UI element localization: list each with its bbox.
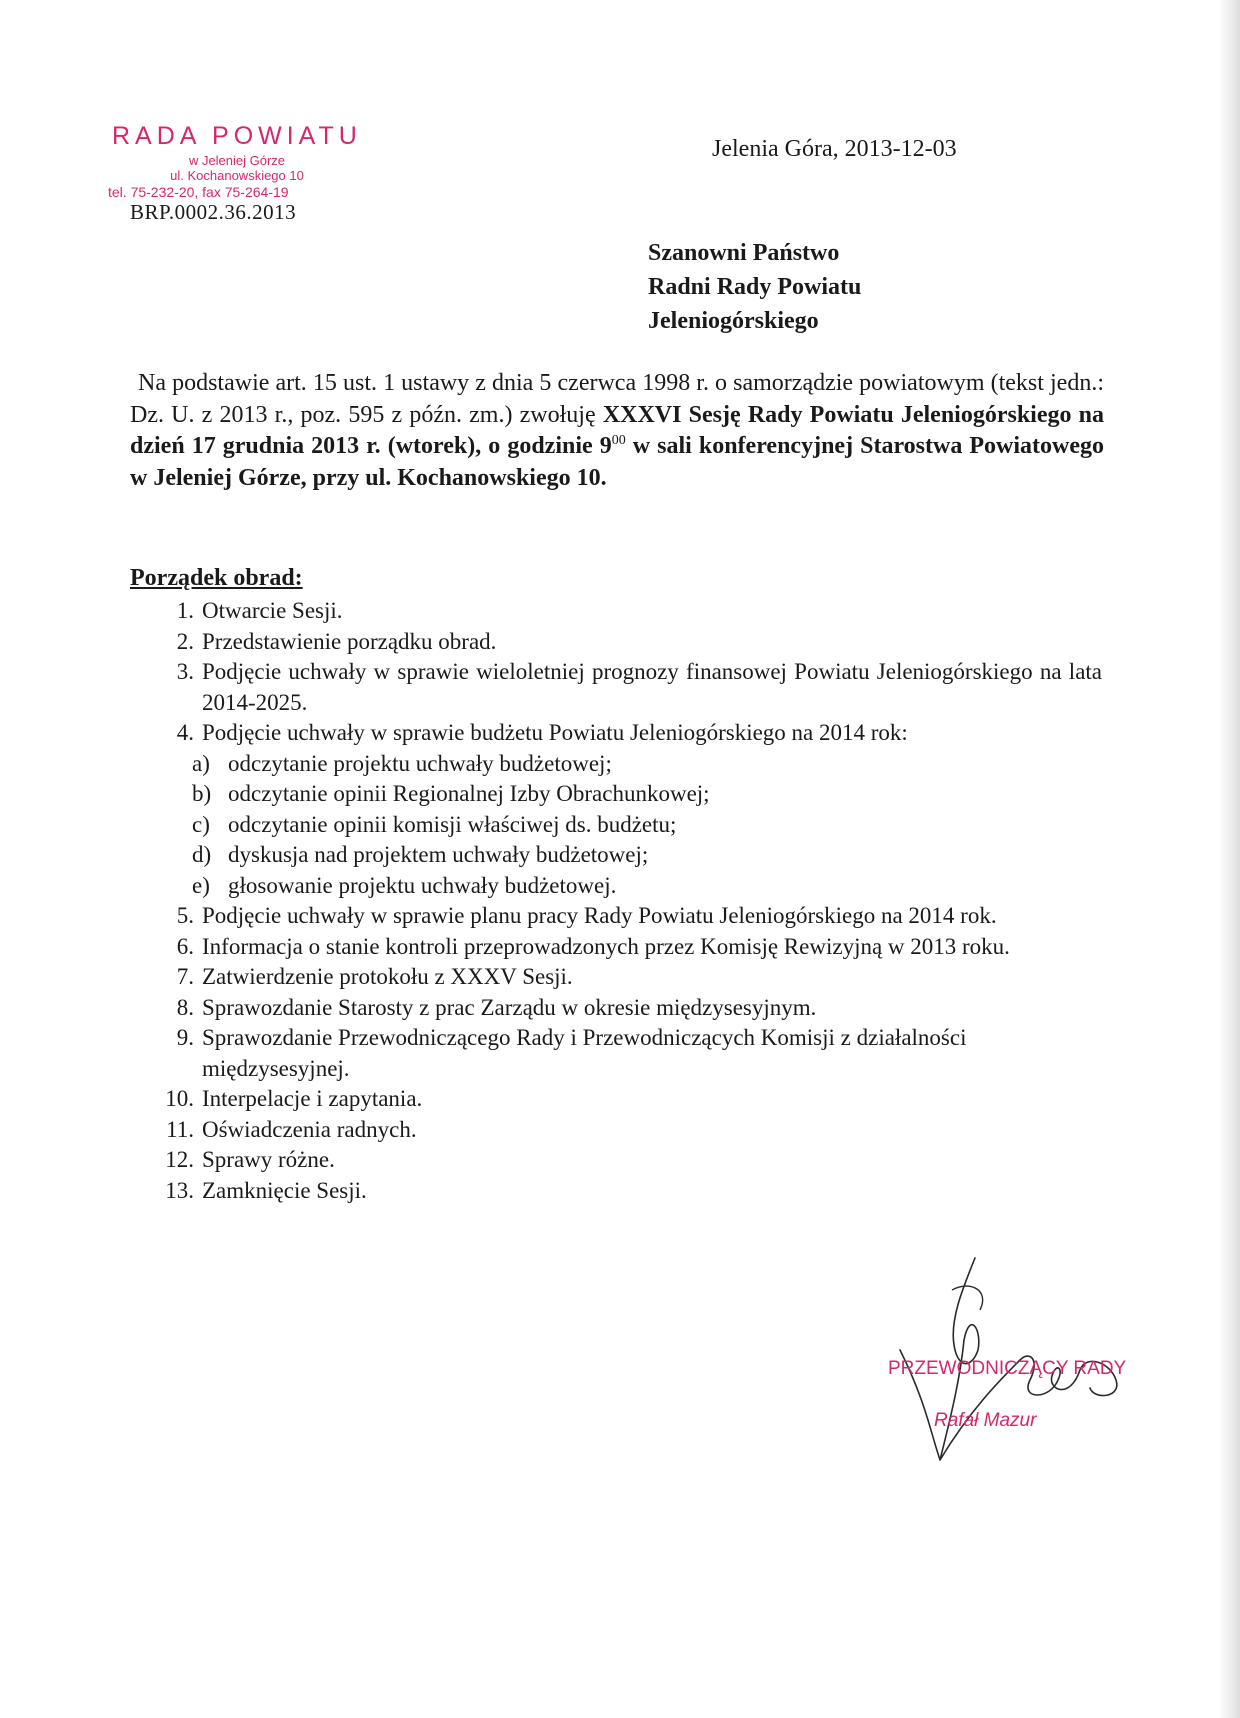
signature-block — [880, 1250, 1160, 1490]
agenda-item-number: 4. — [176, 720, 194, 745]
agenda-item — [150, 993, 1102, 1024]
agenda-item — [150, 1084, 1102, 1115]
addressee-line: Jeleniogórskiego — [648, 308, 819, 334]
subitem-text: odczytanie opinii komisji właściwej ds. budżetu; — [228, 811, 677, 837]
agenda-item-text: Informacja o stanie kontroli przeprowadzonych przez Komisję Rewizyjną w 2013 roku. — [202, 933, 1010, 959]
agenda-item-text: Sprawozdanie Starosty z prac Zarządu w okresie międzysesyjnym. — [202, 994, 817, 1020]
council-stamp — [108, 122, 412, 200]
agenda-subitem — [150, 779, 1102, 810]
agenda-item-number: 3. — [176, 659, 194, 684]
agenda-subitem — [150, 810, 1102, 841]
agenda-item — [150, 627, 1102, 658]
agenda-item-text: Sprawy różne. — [202, 1147, 335, 1172]
agenda-item-number: 11. — [166, 1116, 194, 1142]
agenda-item — [150, 1023, 1102, 1084]
subitem-letter: d) — [192, 842, 212, 867]
stamp-street: ul. Kochanowskiego 10 — [170, 168, 304, 183]
scan-edge-shadow — [1218, 0, 1240, 1718]
stamp-city: w Jeleniej Górze — [188, 153, 286, 168]
subitem-letter: e) — [192, 872, 210, 898]
agenda-item-text: Sprawozdanie Przewodniczącego Rady i Przewodniczących Komisji z działalności międzysesyjnej. — [202, 1025, 967, 1081]
subitem-text: głosowanie projektu uchwały budżetowej. — [228, 872, 617, 898]
agenda-item-text: Oświadczenia radnych. — [202, 1116, 417, 1142]
agenda-item-text: Podjęcie uchwały w sprawie budżetu Powiatu Jeleniogórskiego na 2014 rok: — [202, 720, 908, 745]
intro-session-bold: XXXVI Sesję Rady Powiatu Jeleniogórskiego na dzień 17 grudnia 2013 r. (wtorek), o godzinie 9 — [130, 401, 1105, 459]
addressee — [648, 236, 861, 338]
agenda-item — [150, 1176, 1102, 1207]
agenda-item-text: Zamknięcie Sesji. — [202, 1177, 367, 1203]
agenda-item-text: Otwarcie Sesji. — [202, 598, 343, 623]
agenda-item-text: Podjęcie uchwały w sprawie planu pracy Rady Powiatu Jeleniogórskiego na 2014 rok. — [202, 903, 997, 928]
agenda-item-text: Interpelacje i zapytania. — [202, 1086, 423, 1111]
agenda-item-number: 2. — [176, 628, 194, 654]
agenda-item-number: 8. — [176, 994, 194, 1020]
agenda-item — [150, 932, 1102, 963]
agenda-item — [150, 901, 1102, 932]
addressee-line: Radni Rady Powiatu — [648, 274, 862, 300]
addressee-line: Szanowni Państwo — [648, 240, 840, 266]
intro-location-bold: w sali konferencyjnej Starostwa Powiatowego w Jeleniej Górze, przy ul. Kochanowskiego 10. — [130, 433, 1105, 491]
agenda-item-number: 13. — [165, 1177, 194, 1203]
signatory-name: Rafał Mazur — [934, 1410, 1037, 1431]
stamp-phone: tel. 75-232-20, fax 75-264-19 — [108, 184, 289, 200]
agenda-subitem — [150, 749, 1102, 780]
agenda-list — [150, 596, 1102, 1206]
agenda-item — [150, 718, 1102, 749]
agenda-item-number: 12. — [165, 1147, 194, 1172]
agenda-item — [150, 1145, 1102, 1176]
agenda-subitem — [150, 840, 1102, 871]
agenda-item-number: 6. — [176, 933, 194, 959]
subitem-letter: a) — [192, 750, 210, 776]
agenda-item-number: 9. — [176, 1025, 194, 1050]
agenda-item-number: 7. — [176, 964, 194, 989]
agenda-item-number: 10. — [165, 1086, 194, 1111]
agenda-subitem — [150, 871, 1102, 902]
signatory-role: PRZEWODNICZĄCY RADY — [888, 1358, 1127, 1379]
subitem-text: odczytanie opinii Regionalnej Izby Obrachunkowej; — [228, 781, 710, 806]
agenda-item-text: Zatwierdzenie protokołu z XXXV Sesji. — [202, 964, 573, 989]
stamp-title: RADA POWIATU — [112, 122, 362, 150]
subitem-letter: c) — [192, 811, 210, 837]
subitem-text: odczytanie projektu uchwały budżetowej; — [228, 750, 612, 776]
agenda-item-number: 5. — [176, 903, 194, 928]
intro-paragraph — [130, 368, 1104, 494]
agenda-item-number: 1. — [176, 598, 194, 623]
agenda-item — [150, 596, 1102, 627]
agenda-item-text: Przedstawienie porządku obrad. — [202, 628, 497, 654]
agenda-item — [150, 962, 1102, 993]
intro-text: Na podstawie art. 15 ust. 1 ustawy z dnia 5 czerwca 1998 r. o samorządzie powiatowym (tekst jedn.: Dz. U. z 2013 r., poz. 595 z późn. zm.) zwołuję — [130, 370, 1104, 428]
reference-number: BRP.0002.36.2013 — [130, 200, 297, 224]
subitem-text: dyskusja nad projektem uchwały budżetowej; — [228, 842, 649, 867]
agenda-item-text: Podjęcie uchwały w sprawie wieloletniej prognozy finansowej Powiatu Jeleniogórskiego na lata 2014-2025. — [202, 659, 1102, 715]
subitem-letter: b) — [192, 781, 212, 806]
hour-superscript: 00 — [611, 433, 626, 448]
place-and-date: Jelenia Góra, 2013-12-03 — [712, 136, 957, 162]
agenda-title: Porządek obrad: — [130, 565, 303, 591]
agenda-item — [150, 657, 1102, 718]
agenda-item — [150, 1115, 1102, 1146]
